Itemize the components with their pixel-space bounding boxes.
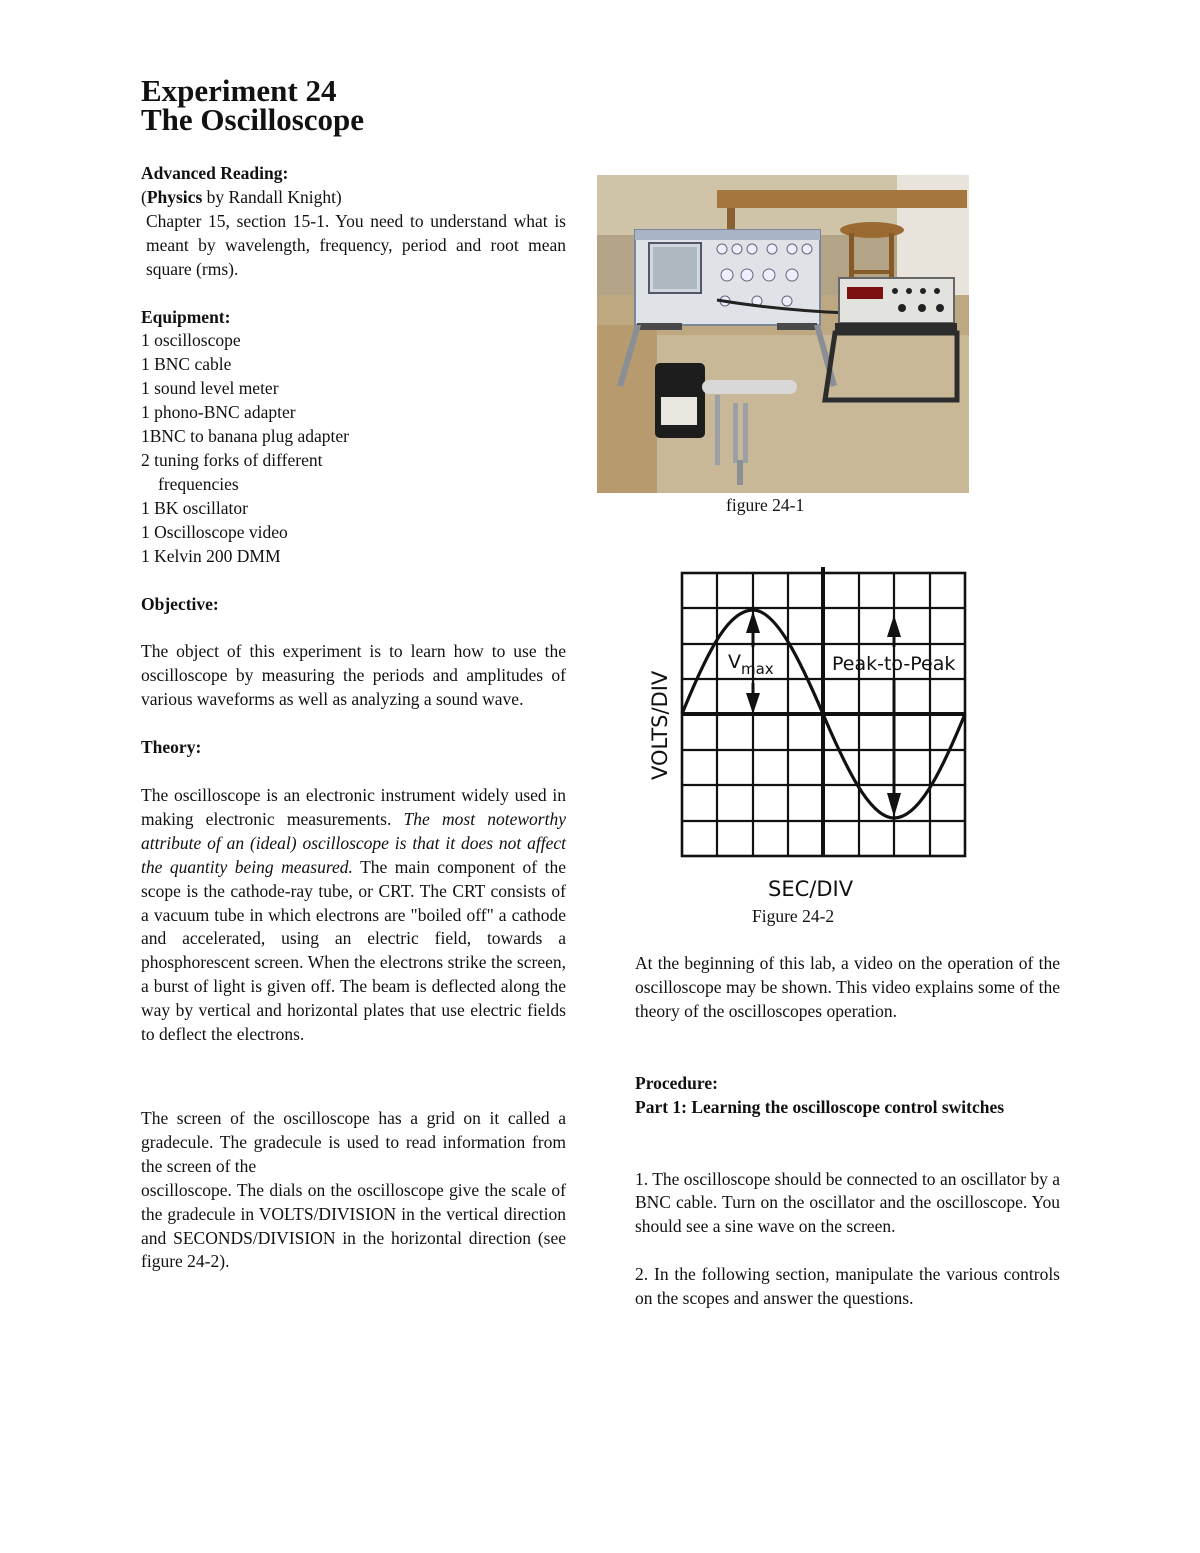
x-axis-label: SEC/DIV <box>768 877 854 901</box>
equipment-item: 1 sound level meter <box>141 378 279 399</box>
advanced-reading-heading: Advanced Reading: <box>141 163 289 183</box>
theory-italic-statement: The most noteworthy attribute of an (ideal) oscilloscope is that it does not affect the quantity being measured. <box>141 808 566 877</box>
equipment-item: 1 phono-BNC adapter <box>141 402 296 423</box>
figure-24-2-graticule <box>640 565 980 905</box>
document-title <box>141 73 365 137</box>
peak-to-peak-label: Peak-to-Peak <box>832 653 956 675</box>
video-note: At the beginning of this lab, a video on the operation of the oscilloscope may be shown. This video explains some of the theory of the oscilloscopes operation. <box>635 953 1060 1021</box>
theory-paragraph-2b: oscilloscope. The dials on the oscilloscope give the scale of the gradecule in VOLTS/DIVISION in the vertical direction and SECONDS/DIVISION in the horizontal direction (see figure 24-2). <box>141 1179 566 1272</box>
figure-24-2-caption: Figure 24-2 <box>752 906 835 926</box>
theory-paragraph-2a: The screen of the oscilloscope has a grid on it called a gradecule. The gradecule is used to read information from the screen of the <box>141 1108 566 1176</box>
left-column <box>141 162 566 1274</box>
equipment-item: 1 BK oscillator <box>141 497 248 518</box>
equipment-list <box>141 329 566 568</box>
equipment-item: 2 tuning forks of different <box>141 449 323 470</box>
procedure-heading: Procedure: <box>635 1072 718 1093</box>
equipment-item: 1BNC to banana plug adapter <box>141 426 350 447</box>
equipment-item: frequencies <box>158 473 239 494</box>
figure-24-1-caption: figure 24-1 <box>726 495 805 515</box>
equipment-item: 1 BNC cable <box>141 354 232 375</box>
equipment-item: 1 Oscilloscope video <box>141 521 288 542</box>
equipment-heading: Equipment: <box>141 306 231 327</box>
theory-heading: Theory: <box>141 737 202 758</box>
equipment-item: 1 oscilloscope <box>141 330 241 351</box>
theory-paragraph-1: The oscilloscope is an electronic instrument widely used in making electronic measurements. The most noteworthy attribute of an (ideal) oscilloscope is that it does not affect the quantity being measured. The main component of the scope is the cathode-ray tube, or CRT. The CRT consists of a vacuum tube in which electrons are "boiled off" a cathode and accelerated, using an electric field, towards a phosphorescent screen. When the electrons strike the screen, a burst of light is given off. The beam is deflected along the way by vertical and horizontal plates that use electric fields to deflect the electrons. <box>141 785 566 1045</box>
book-reference: (Physics by Randall Knight) <box>141 186 342 207</box>
title-line-1: Experiment 24 <box>141 73 337 108</box>
part-1-heading: Part 1: Learning the oscilloscope control switches <box>635 1096 1005 1117</box>
procedure-step-2: 2. In the following section, manipulate the various controls on the scopes and answer the questions. <box>635 1264 1060 1309</box>
title-line-2: The Oscilloscope <box>141 102 365 137</box>
oscilloscope-photo <box>597 175 969 493</box>
objective-heading: Objective: <box>141 593 219 614</box>
procedure-step-1: 1. The oscilloscope should be connected to an oscillator by a BNC cable. Turn on the oscillator and the oscilloscope. You should see a sine wave on the screen. <box>635 1168 1060 1237</box>
y-axis-label: VOLTS/DIV <box>648 670 672 780</box>
right-column <box>635 952 1060 1311</box>
vmax-label: $V_{max}$ <box>728 651 774 678</box>
advanced-reading-text: Chapter 15, section 15-1. You need to understand what is meant by wavelength, frequency, period and root mean square (rms). <box>146 210 566 279</box>
equipment-item: 1 Kelvin 200 DMM <box>141 545 281 566</box>
objective-text: The object of this experiment is to learn how to use the oscilloscope by measuring the periods and amplitudes of various waveforms as well as analyzing a sound wave. <box>141 641 566 710</box>
book-title: Physics <box>146 186 203 207</box>
